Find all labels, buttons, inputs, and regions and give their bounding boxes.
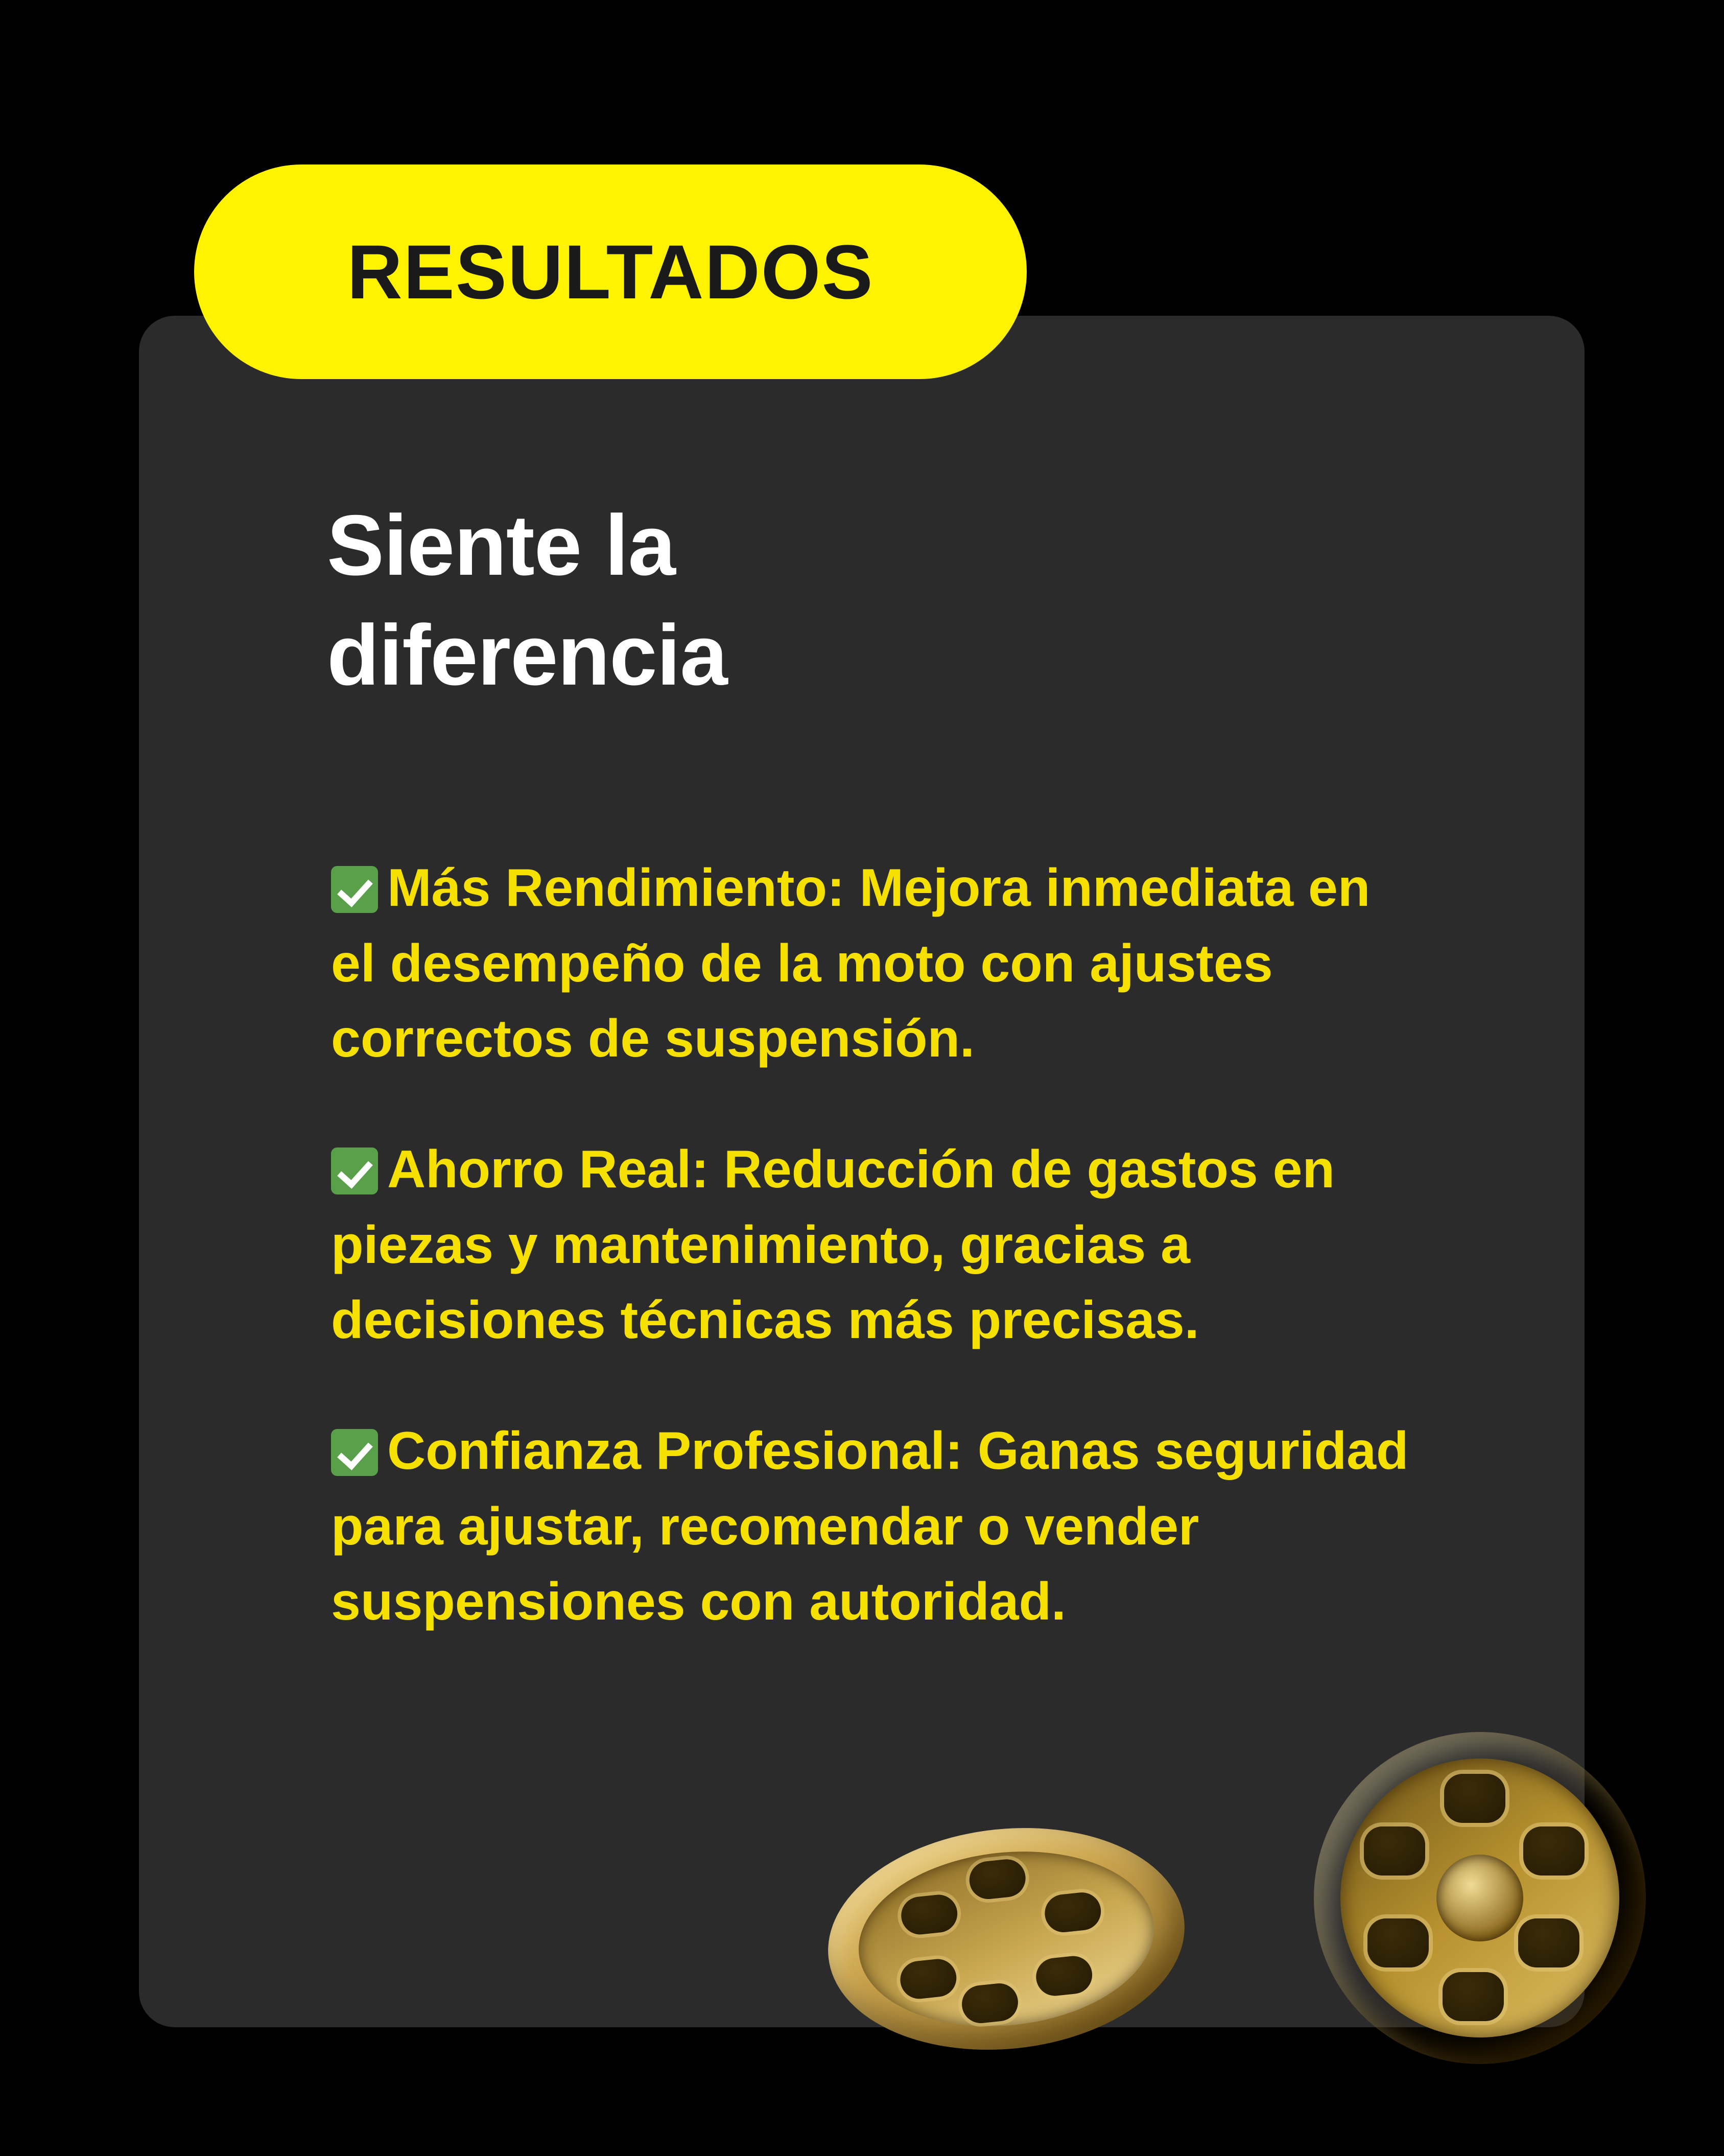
results-badge <box>194 165 1027 379</box>
list-item <box>331 1132 1419 1358</box>
page-title-line-1: Siente la <box>327 497 675 593</box>
list-item-title: Más Rendimiento: <box>387 858 845 918</box>
page-title <box>327 490 1349 710</box>
list-item-text: Mejora inmediata en el desempeño de la moto con ajustes correctos de suspensión. <box>331 858 1371 1069</box>
check-icon <box>331 1147 378 1194</box>
page-title-line-2: diferencia <box>327 607 727 704</box>
check-icon <box>331 866 378 913</box>
list-item <box>331 851 1419 1077</box>
list-item-text: Reducción de gastos en piezas y mantenimiento, gracias a decisiones técnicas más precisas. <box>331 1140 1335 1350</box>
list-item-title: Ahorro Real: <box>387 1140 709 1200</box>
benefits-list <box>331 851 1419 1640</box>
check-icon <box>331 1429 378 1476</box>
list-item <box>331 1414 1419 1640</box>
results-badge-label: RESULTADOS <box>347 228 874 315</box>
list-item-title: Confianza Profesional: <box>387 1421 963 1481</box>
list-item-text: Ganas seguridad para ajustar, recomendar o vender suspensiones con autoridad. <box>331 1421 1409 1632</box>
